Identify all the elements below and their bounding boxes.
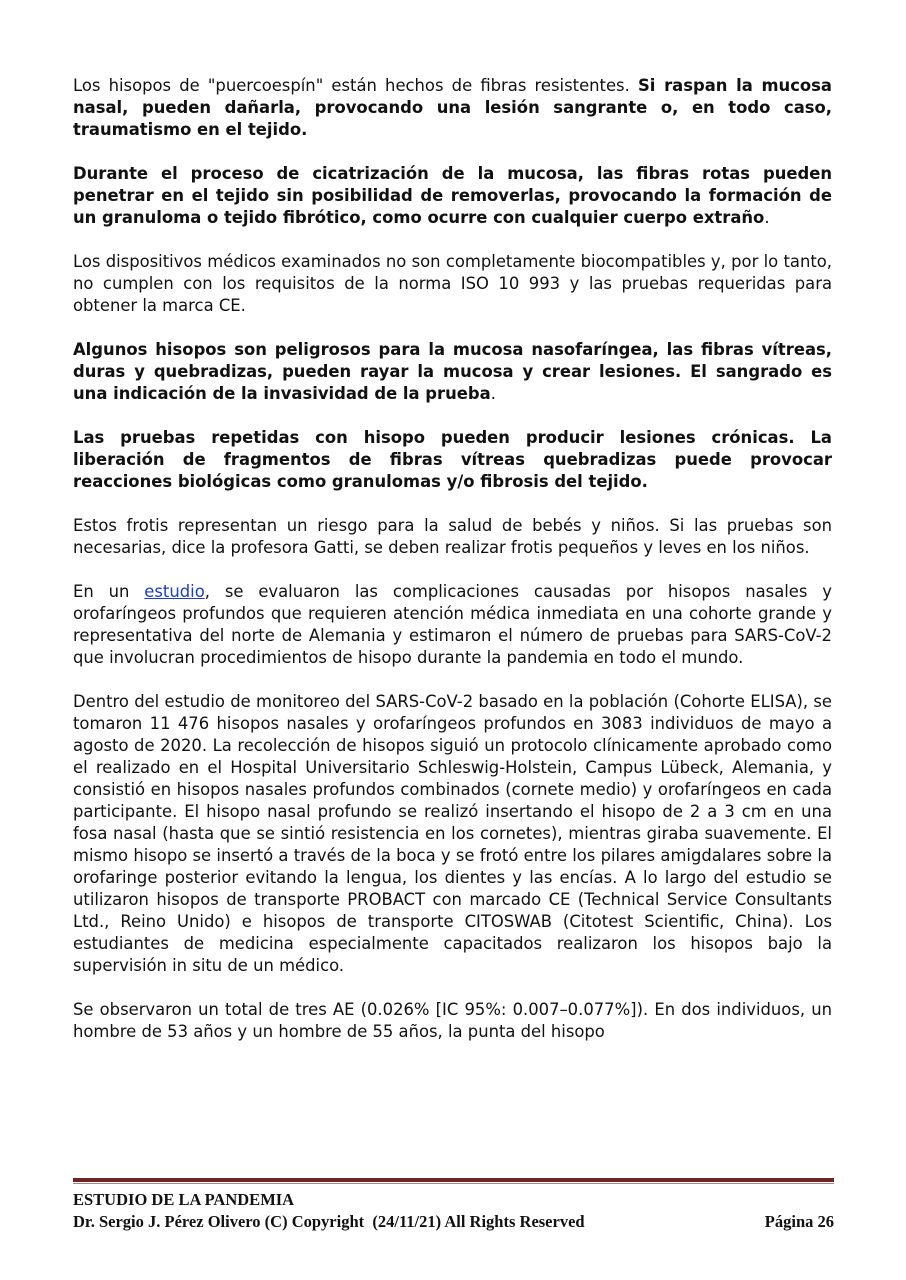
paragraph bbox=[73, 581, 832, 669]
bold-text: Algunos hisopos son peligrosos para la mucosa nasofaríngea, las fibras vítreas, duras y quebradizas, pueden rayar la mucosa y crear lesiones. El sangrado es una indicación de la invasividad de la prueba bbox=[73, 340, 832, 403]
paragraph bbox=[73, 515, 832, 559]
paragraph bbox=[73, 691, 832, 977]
footer-rule-thin bbox=[73, 1183, 834, 1184]
document-body bbox=[73, 75, 832, 1065]
footer-credit: Dr. Sergio J. Pérez Olivero (C) Copyright (24/11/21) All Rights Reserved bbox=[73, 1212, 585, 1231]
paragraph bbox=[73, 339, 832, 405]
study-link[interactable]: estudio bbox=[144, 582, 205, 601]
paragraph bbox=[73, 999, 832, 1043]
text: . bbox=[490, 384, 496, 403]
text: Se observaron un total de tres AE (0.026% [IC 95%: 0.007–0.077%]). En dos individuos, un hombre de 53 años y un hombre de 55 años, la punta del hisopo bbox=[73, 1000, 832, 1041]
text: Los dispositivos médicos examinados no son completamente biocompatibles y, por lo tanto, no cumplen con los requisitos de la norma ISO 10 993 y las pruebas requeridas para obtener la marca CE. bbox=[73, 252, 832, 315]
text: . bbox=[764, 208, 770, 227]
text: Estos frotis representan un riesgo para la salud de bebés y niños. Si las pruebas son necesarias, dice la profesora Gatti, se deben realizar frotis pequeños y leves en los niños. bbox=[73, 516, 832, 557]
paragraph bbox=[73, 427, 832, 493]
page-number: Página 26 bbox=[764, 1212, 834, 1231]
text: , se evaluaron las complicaciones causadas por hisopos nasales y orofaríngeos profundos que requieren atención médica inmediata en una cohorte grande y representativa del norte de Alemania y estimaron el número de pruebas para SARS-CoV-2 que involucran procedimientos de hisopo durante la pandemia en todo el mundo. bbox=[73, 582, 832, 667]
footer-rule bbox=[73, 1178, 834, 1182]
text: En un bbox=[73, 582, 145, 601]
bold-text: Durante el proceso de cicatrización de la mucosa, las fibras rotas pueden penetrar en el tejido sin posibilidad de removerlas, provocando la formación de un granuloma o tejido fibrótico, como ocurre con cualquier cuerpo extraño bbox=[73, 164, 832, 227]
bold-text: Si raspan la mucosa nasal, pueden dañarla, provocando una lesión sangrante o, en todo caso, traumatismo en el tejido. bbox=[73, 76, 832, 139]
paragraph bbox=[73, 163, 832, 229]
paragraph bbox=[73, 75, 832, 141]
bold-text: Las pruebas repetidas con hisopo pueden producir lesiones crónicas. La liberación de fragmentos de fibras vítreas quebradizas puede provocar reacciones biológicas como granulomas y/o fibrosis del tejido. bbox=[73, 428, 832, 491]
footer-title: ESTUDIO DE LA PANDEMIA bbox=[73, 1190, 295, 1209]
text: Dentro del estudio de monitoreo del SARS-CoV-2 basado en la población (Cohorte ELISA), se tomaron 11 476 hisopos nasales y orofaríngeos profundos en 3083 individuos de mayo a agosto de 2020. La recolección de hisopos siguió un protocolo clínicamente aprobado como el realizado en el Hospital Universitario Schleswig-Holstein, Campus Lübeck, Alemania, y consistió en hisopos nasales profundos combinados (cornete medio) y orofaríngeos en cada participante. El hisopo nasal profundo se realizó insertando el hisopo de 2 a 3 cm en una fosa nasal (hasta que se sintió resistencia en los cornetes), mientras giraba suavemente. El mismo hisopo se insertó a través de la boca y se frotó entre los pilares amigdalares sobre la orofaringe posterior evitando la lengua, los dientes y las encías. A lo largo del estudio se utilizaron hisopos de transporte PROBACT con marcado CE (Technical Service Consultants Ltd., Reino Unido) e hisopos de transporte CITOSWAB (Citotest Scientific, China). Los estudiantes de medicina especialmente capacitados realizaron los hisopos bajo la supervisión in situ de un médico. bbox=[73, 692, 832, 975]
paragraph bbox=[73, 251, 832, 317]
page-footer bbox=[73, 1189, 834, 1233]
text: Los hisopos de "puercoespín" están hechos de fibras resistentes. bbox=[73, 76, 638, 95]
